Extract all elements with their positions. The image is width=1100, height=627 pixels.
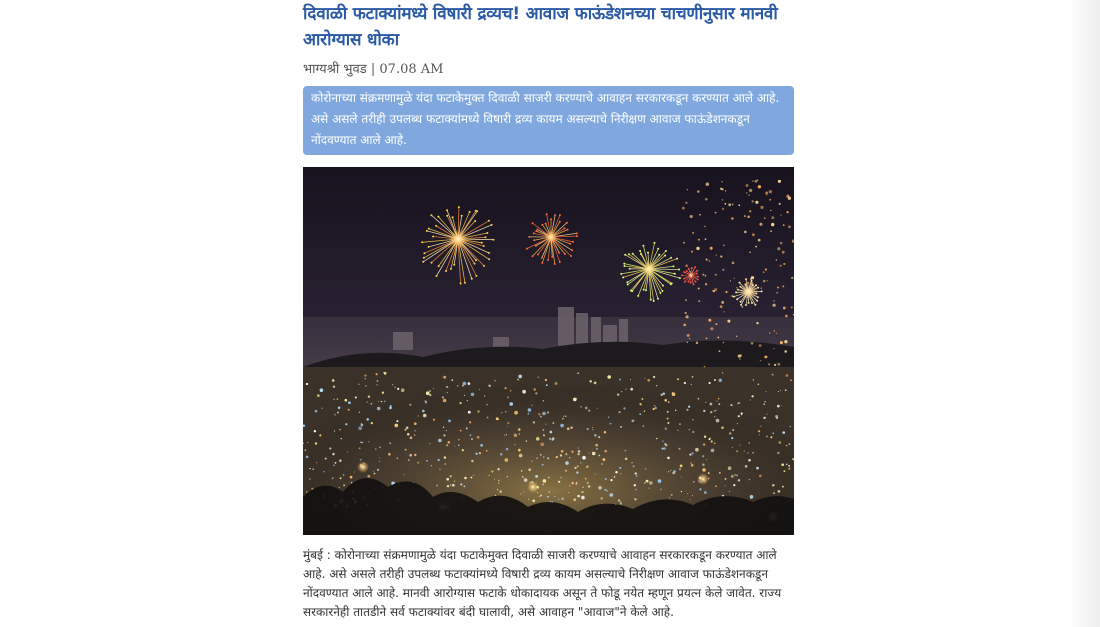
author-name[interactable]: भाग्यश्री भुवड (303, 62, 367, 77)
article-body: मुंबई : कोरोनाच्या संक्रमणामुळे यंदा फटाकेमुक्त दिवाळी साजरी करण्याचे आवाहन सरकारकडून करण्यात आले आहे. असे असले तरीही उपलब्ध फटाक्यांमध्ये विषारी द्रव्य कायम असल्याचे निरीक्षण आवाज फाऊंडेशनकडून नोंदवण्यात आले आहे. मानवी आरोग्यास फटाके धोकादायक असून ते फोडू नयेत म्हणून प्रयत्न केले जावेत. राज्य सरकारनेही तातडीने सर्व फटाक्यांवर बंदी घालावी, असे आवाहन "आवाज"ने केले आहे. (303, 548, 782, 619)
publish-time: 07.08 AM (379, 62, 444, 77)
page-edge-shadow (1070, 0, 1100, 627)
article (303, 0, 794, 622)
article-byline (303, 61, 794, 79)
article-hero-image (303, 167, 794, 535)
byline-separator: | (370, 62, 376, 77)
article-headline[interactable]: दिवाळी फटाक्यांमध्ये विषारी द्रव्यच! आवाज फाऊंडेशनच्या चाचणीनुसार मानवी आरोग्यास धोका (303, 4, 778, 50)
article-summary: कोरोनाच्या संक्रमणामुळे यंदा फटाकेमुक्त दिवाळी साजरी करण्याचे आवाहन सरकारकडून करण्यात आले आहे. असे असले तरीही उपलब्ध फटाक्यांमध्ये विषारी द्रव्य कायम असल्याचे निरीक्षण आवाज फाऊंडेशनकडून नोंदवण्यात आले आहे. (303, 86, 794, 155)
